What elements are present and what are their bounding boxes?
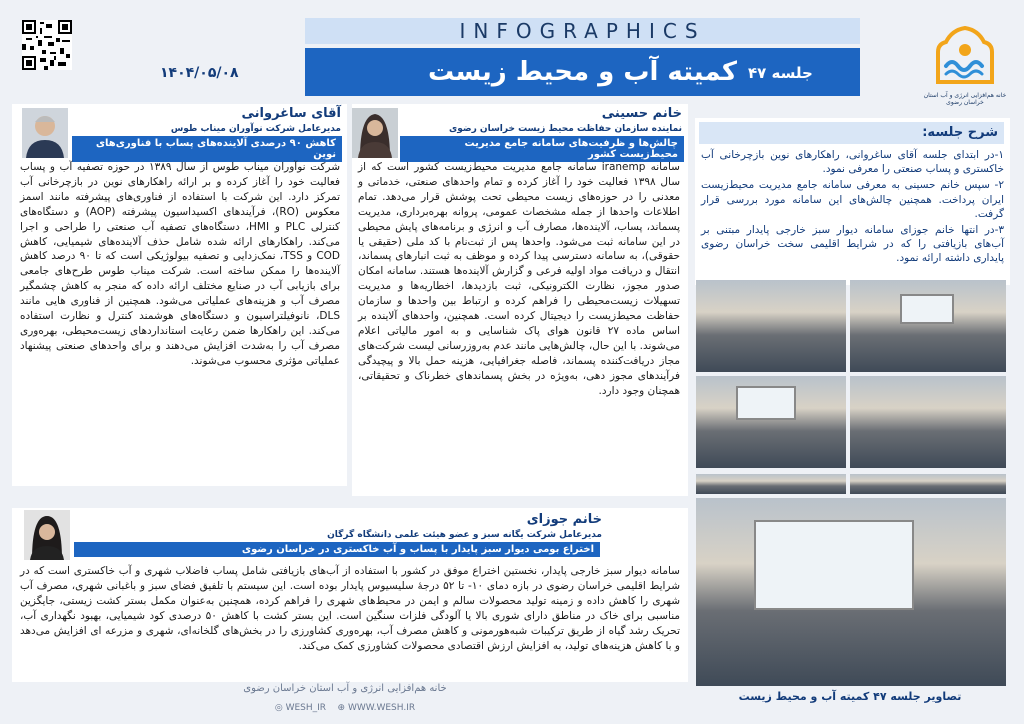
meeting-photo — [850, 376, 1006, 468]
hosseini-card — [352, 104, 688, 496]
saghravani-text: شرکت نوآوران میناب طوس از سال ۱۳۸۹ در حوزه تصفیه آب و پساب فعالیت خود را آغاز کرده و بر ارائه راهکارهای نوین در بازچرخانی آب تمرکز دارد. این شرکت با استفاده از فناوری‌های پیشرفته مانند اسمز معکوس (RO)، فرآیندهای اکسیداسیون پیشرفته (AOP) و دستگاه‌های کنترلی PLC و HMI، دستگاه‌های تصفیه آب صنعتی را طراحی و اجرا می‌کند. راهکارهای ارائه شده شامل حذف آلاینده‌های شیمیایی، کاهش COD و TSS، نمک‌زدایی و تصفیه بیولوژیکی است که تا ۹۰ درصد کاهش آلاینده‌ها را ممکن ساخته است. شرکت میناب طوس طرح‌های جامعی برای بازیابی آب در صنایع مختلف ارائه داده که منجر به کاهش چشمگیر مصرف آب و هزینه‌های عملیاتی می‌شود. همچنین از فناوری هایی مانند DLS، نانوفیلتراسیون و دستگاه‌های هوشمند کنترل و نظارت استفاده می‌کند. این راهکارها ضمن رعایت استانداردهای زیست‌محیطی، بهره‌وری مصرف آب را به‌شدت افزایش می‌دهند و برای واحدهای صنعتی پیشنهاد عملیاتی مؤثری محسوب می‌شوند. — [20, 161, 341, 367]
meeting-photo-large — [696, 498, 1006, 686]
hosseini-text: سامانه iranemp سامانه جامع مدیریت محیط‌زیست کشور است که از سال ۱۳۹۸ فعالیت خود را آغاز کرده و تمام واحدهای صنعتی، خدماتی و معدنی را در حوزه‌های زیست محیطی تحت پوشش قرار می‌دهد. تمام اطلاعات واحدها از جمله مشخصات عمومی، پروانه بهره‌برداری، مدیریت پسماند، پساب، آلاینده‌ها، مصارف آب و انرژی و برنامه‌های پایش محیطی در این سامانه ثبت می‌شود. واحدها پس از ثبت‌نام با کد ملی (حقیقی یا حقوقی)، به سامانه دسترسی پیدا کرده و موظف به ثبت انبارهای پسماند، انتقال و دریافت مواد اولیه فرعی و گزارش آلاینده‌ها هستند. سامانه امکان صدور مجوز، نظارت الکترونیکی، ثبت بازدیدها، اخطاریه‌ها و مدیریت تسهیلات زیست‌محیطی را فراهم کرده و ارتباط بین واحدها و سازمان حفاظت محیط‌زیست را دیجیتال کرده است. همچنین، واحدهای آلاینده بر اساس ماده ۲۷ قانون هوای پاک شناسایی و به امور مالیاتی اعلام می‌شوند. با این حال، چالش‌هایی مانند عدم به‌روزرسانی لیست شرکت‌های مجاز دریافت‌کننده پسماند، فاصله جغرافیایی، هزینه حمل بالا و پیچیدگی فرآیندهای مجوز دهی، به‌ویژه در بخش پسماندهای خطرناک و تحقیقاتی، همچنان وجود دارد. — [358, 161, 681, 397]
infographics-banner: INFOGRAPHICS — [305, 18, 860, 44]
footer-site[interactable]: WWW.WESH.IR — [347, 703, 416, 713]
session-summary — [695, 118, 1010, 285]
meeting-photo — [696, 376, 846, 468]
page-title: کمیته آب و محیط زیست — [305, 48, 860, 96]
saghravani-role: مدیرعامل شرکت نوآوران میناب طوس — [170, 124, 341, 134]
footer-org: خانه هم‌افزایی انرژی و آب استان خراسان رضوی — [243, 683, 447, 694]
hosseini-photo — [352, 108, 398, 158]
meeting-photo — [696, 474, 846, 494]
session-date: ۱۴۰۴/۰۵/۰۸ — [160, 65, 239, 81]
hosseini-role: نماینده سازمان حفاظت محیط زیست خراسان رضوی — [448, 124, 682, 134]
logo-caption: خانه هم‌افزایی انرژی و آب استان خراسان رضوی — [923, 92, 1007, 106]
meeting-photo — [696, 280, 846, 372]
summary-item: ۳-در انتها خانم جوزای سامانه دیوار سبز خارجی پایدار مبتنی بر آب‌های بازیافتی را که در شرایط اقلیمی سخت خراسان رضوی پایداری داشته ارائه نمود. — [701, 223, 1004, 265]
summary-item: ۲- سپس خانم حسینی به معرفی سامانه جامع مدیریت محیط‌زیست ایران پرداخت. همچنین چالش‌های این سامانه مورد بررسی قرار گرفت. — [701, 179, 1004, 220]
summary-list — [701, 148, 1004, 267]
meeting-photo — [850, 280, 1006, 372]
meeting-photo — [850, 474, 1006, 494]
summary-item: ۱-در ابتدای جلسه آقای ساغروانی، راهکارهای نوین بازچرخانی آب خاکستری و پساب صنعتی را معرفی نمود. — [701, 149, 1004, 176]
footer-social[interactable]: WESH_IR — [285, 703, 327, 713]
globe-icon: ⊕ — [337, 703, 346, 713]
summary-heading: شرح جلسه: — [699, 122, 1004, 144]
jozai-name: خانم جوزای — [526, 512, 602, 527]
wesh-logo-icon — [930, 22, 1000, 92]
footer-links — [0, 703, 690, 713]
saghravani-photo — [22, 108, 68, 158]
session-number: جلسه ۴۷ — [748, 64, 813, 82]
jozai-topic: اختراع بومی دیوار سبز پایدار با پساب و آب خاکستری در خراسان رضوی — [74, 542, 600, 557]
saghravani-topic: کاهش ۹۰ درصدی آلاینده‌های پساب با فناوری‌های نوین — [72, 136, 342, 162]
jozai-card — [12, 508, 688, 682]
saghravani-card — [12, 104, 347, 486]
hosseini-name: خانم حسینی — [601, 106, 682, 121]
photo-caption: تصاویر جلسه ۴۷ کمیته آب و محیط زیست — [738, 690, 962, 703]
instagram-icon: ◎ — [274, 703, 283, 713]
jozai-text: سامانه دیوار سبز خارجی پایدار، نخستین اختراع موفق در کشور با استفاده از آب‌های بازیافتی شامل پساب فاضلاب شهری و آب خاکستری است که در شرایط اقلیمی خراسان رضوی در بازه دمای ۱۰- تا ۵۲ درجهٔ سلیسیوس پایدار بوده است. این سیستم با تلفیق فضای سبز و باغبانی شهری، مصرف آب شهری را کاهش داده و زمینه تولید محصولات سالم و ایمن در محیط‌های شهری را فراهم کرده، همچنین به‌عنوان مکمل بستر کشت زیستی، جایگزین مناسبی برای خاک در مناطق دارای شوری بالا یا آلودگی فلزات سنگین است. این بستر کشت با کاهش ۵۰ درصدی کود شیمیایی، بهبود نگهداری آب، تحریک رشد گیاه از طریق ترکیبات شبه‌هورمونی و کاهش مصرف آب، بهره‌وری کشاورزی را در بخش‌های گلخانه‌ای، شهری و مزرعه ای افزایش می‌دهد و با کاهش هزینه‌های تولید، به افزایش ارزش اقتصادی محصولات کشاورزی کمک می‌کند. — [20, 565, 680, 652]
hosseini-topic: چالش‌ها و ظرفیت‌های سامانه جامع مدیریت محیط‌زیست کشور — [400, 136, 684, 162]
qr-code — [22, 20, 72, 70]
saghravani-name: آقای ساغروانی — [241, 106, 341, 121]
jozai-role: مدیرعامل شرکت یگانه سبز و عضو هیئت علمی دانشگاه گرگان — [327, 530, 602, 540]
jozai-photo — [24, 510, 70, 560]
